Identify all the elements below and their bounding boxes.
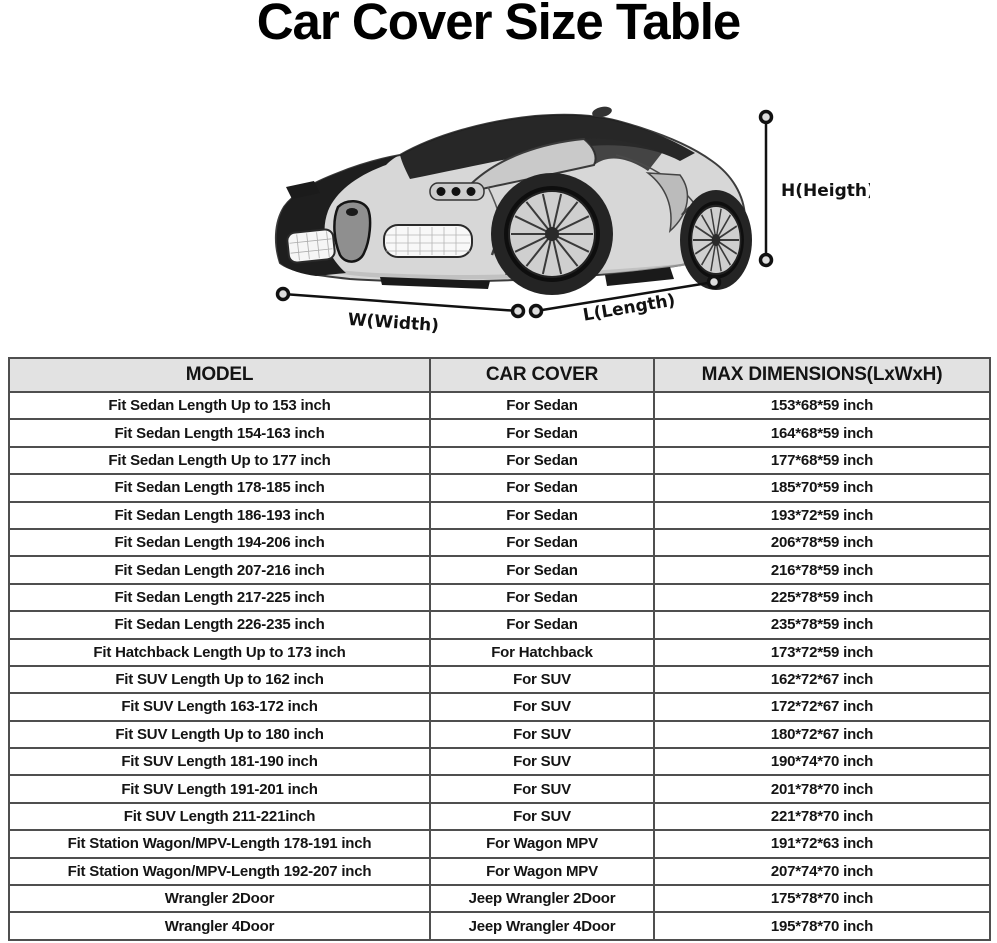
table-row <box>9 803 990 830</box>
size-table <box>8 357 991 941</box>
col-header-max-dimensions: MAX DIMENSIONS(LxWxH) <box>654 358 990 392</box>
cell-max-dimensions: 193*72*59 inch <box>654 502 990 529</box>
cell-model: Fit SUV Length Up to 162 inch <box>9 666 430 693</box>
cell-car-cover: For Sedan <box>430 474 654 501</box>
car-illustration <box>276 105 752 295</box>
cell-car-cover: For Sedan <box>430 556 654 583</box>
cell-max-dimensions: 225*78*59 inch <box>654 584 990 611</box>
table-row <box>9 392 990 419</box>
table-row <box>9 474 990 501</box>
table-row <box>9 419 990 446</box>
dimension-endpoint-dot <box>278 289 289 300</box>
dimension-endpoint-dot <box>513 306 524 317</box>
cell-model: Fit Sedan Length Up to 153 inch <box>9 392 430 419</box>
cell-car-cover: For SUV <box>430 748 654 775</box>
size-table-body <box>9 392 990 940</box>
table-row <box>9 830 990 857</box>
col-header-model: MODEL <box>9 358 430 392</box>
cell-car-cover: For SUV <box>430 721 654 748</box>
width-label: W(Width) <box>347 309 440 337</box>
cell-car-cover: For Sedan <box>430 611 654 638</box>
table-row <box>9 502 990 529</box>
table-row <box>9 721 990 748</box>
width-dimension-line <box>283 294 518 311</box>
cell-model: Fit Sedan Length 207-216 inch <box>9 556 430 583</box>
cell-model: Wrangler 2Door <box>9 885 430 912</box>
cell-max-dimensions: 177*68*59 inch <box>654 447 990 474</box>
table-header-row <box>9 358 990 392</box>
cell-car-cover: Jeep Wrangler 2Door <box>430 885 654 912</box>
cell-max-dimensions: 153*68*59 inch <box>654 392 990 419</box>
cell-max-dimensions: 195*78*70 inch <box>654 912 990 939</box>
headlight-cluster <box>430 183 484 200</box>
cell-model: Fit Hatchback Length Up to 173 inch <box>9 639 430 666</box>
front-wheel <box>491 173 613 295</box>
cell-model: Fit Sedan Length 194-206 inch <box>9 529 430 556</box>
car-cover-diagram <box>250 95 870 345</box>
cell-car-cover: For Sedan <box>430 392 654 419</box>
cell-max-dimensions: 173*72*59 inch <box>654 639 990 666</box>
cell-car-cover: For SUV <box>430 775 654 802</box>
cell-model: Wrangler 4Door <box>9 912 430 939</box>
cell-model: Fit SUV Length 181-190 inch <box>9 748 430 775</box>
table-row <box>9 693 990 720</box>
cell-max-dimensions: 201*78*70 inch <box>654 775 990 802</box>
cell-model: Fit Station Wagon/MPV-Length 192-207 inch <box>9 858 430 885</box>
table-row <box>9 858 990 885</box>
table-row <box>9 584 990 611</box>
cell-car-cover: For Sedan <box>430 447 654 474</box>
cell-model: Fit Sedan Length 186-193 inch <box>9 502 430 529</box>
table-row <box>9 529 990 556</box>
cell-model: Fit Sedan Length 217-225 inch <box>9 584 430 611</box>
far-mesh-intake <box>384 225 472 257</box>
cell-model: Fit Sedan Length 178-185 inch <box>9 474 430 501</box>
cell-max-dimensions: 172*72*67 inch <box>654 693 990 720</box>
cell-car-cover: For Wagon MPV <box>430 858 654 885</box>
near-mesh-intake <box>287 229 336 264</box>
cell-car-cover: For Wagon MPV <box>430 830 654 857</box>
cell-car-cover: For SUV <box>430 693 654 720</box>
badge <box>346 208 358 216</box>
cell-car-cover: For SUV <box>430 803 654 830</box>
cell-max-dimensions: 164*68*59 inch <box>654 419 990 446</box>
cell-car-cover: For Hatchback <box>430 639 654 666</box>
cell-car-cover: For Sedan <box>430 529 654 556</box>
table-row <box>9 775 990 802</box>
table-row <box>9 611 990 638</box>
cell-max-dimensions: 216*78*59 inch <box>654 556 990 583</box>
cell-model: Fit SUV Length 191-201 inch <box>9 775 430 802</box>
cell-max-dimensions: 221*78*70 inch <box>654 803 990 830</box>
col-header-car-cover: CAR COVER <box>430 358 654 392</box>
cell-max-dimensions: 206*78*59 inch <box>654 529 990 556</box>
height-label: H(Heigth) <box>781 181 870 201</box>
cell-car-cover: For SUV <box>430 666 654 693</box>
cell-max-dimensions: 175*78*70 inch <box>654 885 990 912</box>
table-row <box>9 447 990 474</box>
cell-max-dimensions: 190*74*70 inch <box>654 748 990 775</box>
table-row <box>9 639 990 666</box>
dimension-endpoint-dot <box>709 277 720 288</box>
cell-max-dimensions: 207*74*70 inch <box>654 858 990 885</box>
cell-model: Fit Sedan Length 154-163 inch <box>9 419 430 446</box>
cell-model: Fit Sedan Length 226-235 inch <box>9 611 430 638</box>
dimension-endpoint-dot <box>761 255 772 266</box>
cell-car-cover: For Sedan <box>430 502 654 529</box>
table-row <box>9 556 990 583</box>
cell-car-cover: Jeep Wrangler 4Door <box>430 912 654 939</box>
cell-model: Fit SUV Length Up to 180 inch <box>9 721 430 748</box>
cell-model: Fit SUV Length 163-172 inch <box>9 693 430 720</box>
cell-max-dimensions: 235*78*59 inch <box>654 611 990 638</box>
cell-max-dimensions: 191*72*63 inch <box>654 830 990 857</box>
table-row <box>9 666 990 693</box>
dimension-endpoint-dot <box>761 112 772 123</box>
cell-max-dimensions: 185*70*59 inch <box>654 474 990 501</box>
page-title: Car Cover Size Table <box>256 0 741 50</box>
dimension-endpoint-dot <box>531 306 542 317</box>
cell-model: Fit Sedan Length Up to 177 inch <box>9 447 430 474</box>
table-row <box>9 748 990 775</box>
table-row <box>9 885 990 912</box>
car-diagram-svg <box>250 95 870 345</box>
cell-car-cover: For Sedan <box>430 419 654 446</box>
rear-wheel <box>680 190 752 290</box>
cell-max-dimensions: 162*72*67 inch <box>654 666 990 693</box>
cell-car-cover: For Sedan <box>430 584 654 611</box>
cell-max-dimensions: 180*72*67 inch <box>654 721 990 748</box>
cell-model: Fit Station Wagon/MPV-Length 178-191 inch <box>9 830 430 857</box>
cell-model: Fit SUV Length 211-221inch <box>9 803 430 830</box>
table-row <box>9 912 990 939</box>
length-label: L(Length) <box>581 290 677 326</box>
